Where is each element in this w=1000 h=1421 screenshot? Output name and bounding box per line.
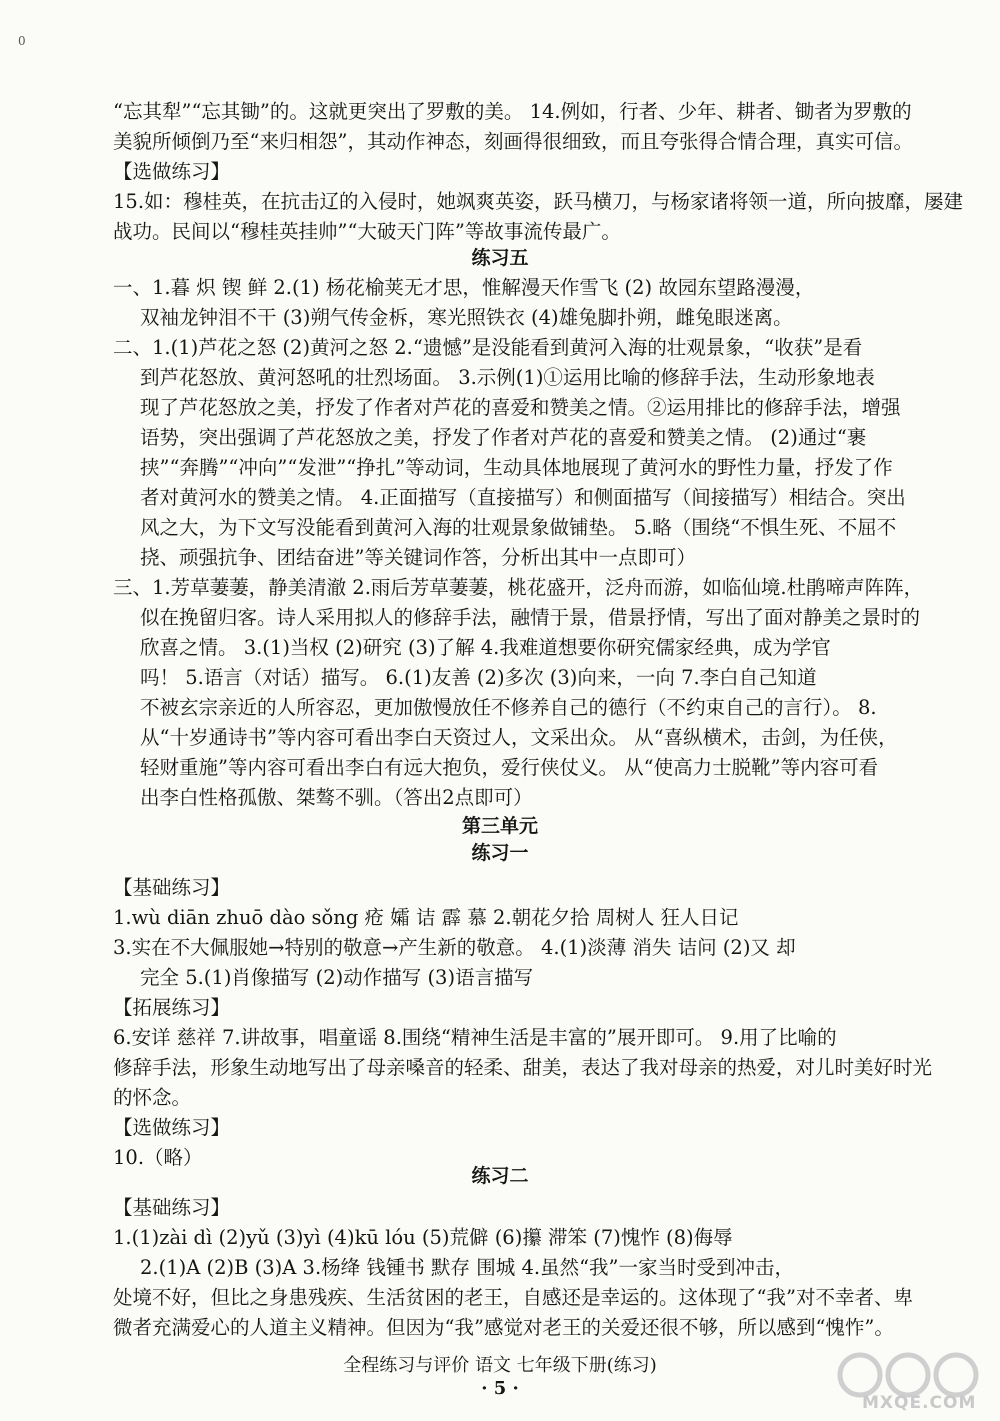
text-line: 【基础练习】 — [113, 876, 231, 899]
text-line: 战功。民间以“穆桂英挂帅”“大破天门阵”等故事流传最广。 — [113, 220, 621, 243]
section-heading: 练习一 — [471, 842, 529, 864]
text-line: 【基础练习】 — [113, 1196, 231, 1219]
text-line: 轻财重施”等内容可看出李白有远大抱负，爱行侠仗义。 从“使高力士脱靴”等内容可看 — [140, 756, 879, 779]
text-line: 1.(1)zài dì (2)yǔ (3)yì (4)kū lóu (5)荒僻 (6)攥 滞笨 (7)愧怍 (8)侮辱 — [113, 1226, 733, 1249]
text-line: 6.安详 慈祥 7.讲故事，唱童谣 8.围绕“精神生活是丰富的”展开即可。 9.用了比喻的 — [113, 1026, 837, 1049]
text-line: 语势，突出强调了芦花怒放之美，抒发了作者对芦花的喜爱和赞美之情。 (2)通过“裹 — [140, 426, 867, 449]
text-line: 欣喜之情。 3.(1)当权 (2)研究 (3)了解 4.我难道想要你研究儒家经典，成为学官 — [140, 636, 831, 659]
footer-book-title: 全程练习与评价 语文 七年级下册(练习) — [343, 1355, 657, 1376]
text-line: 现了芦花怒放之美，抒发了作者对芦花的喜爱和赞美之情。②运用排比的修辞手法，增强 — [140, 396, 901, 419]
text-line: 二、1.(1)芦花之怒 (2)黄河之怒 2.“遗憾”是没能看到黄河入海的壮观景象，“收获”是看 — [113, 336, 863, 359]
text-line: 美貌所倾倒乃至“来归相怨”，其动作神态，刻画得很细致，而且夸张得合情合理，真实可信。 — [113, 130, 913, 153]
text-line: 从“十岁通诗书”等内容可看出李白天资过人，文采出众。 从“喜纵横术，击剑，为任侠， — [140, 726, 898, 749]
footer-page-number: · 5 · — [481, 1378, 519, 1399]
text-line: 【选做练习】 — [113, 1116, 231, 1139]
text-line: 三、1.芳草萋萋，静美清澈 2.雨后芳草萋萋，桃花盛开，泛舟而游，如临仙境.杜鹃啼声阵阵， — [113, 576, 924, 599]
text-line: 一、1.暮 炽 锲 鲜 2.(1) 杨花榆荚无才思，惟解漫天作雪飞 (2) 故园东望路漫漫， — [113, 276, 815, 299]
text-line: 挟”“奔腾”“冲向”“发泄”“挣扎”等动词，生动具体地展现了黄河水的野性力量，抒发了作 — [140, 456, 893, 479]
text-line: 不被玄宗亲近的人所容忍，更加傲慢放任不修养自己的德行（不约束自己的言行）。 8. — [140, 696, 877, 719]
text-line: 风之大，为下文写没能看到黄河入海的壮观景象做铺垫。 5.略（围绕“不惧生死、不屈不 — [140, 516, 897, 539]
watermark-url: MXQE.COM — [862, 1393, 977, 1413]
text-line: 到芦花怒放、黄河怒吼的壮烈场面。 3.示例(1)①运用比喻的修辞手法，生动形象地表 — [140, 366, 875, 389]
text-line: 出李白性格孤傲、桀骜不驯。（答出2点即可） — [140, 786, 533, 809]
corner-mark: 0 — [18, 34, 26, 48]
text-line: 完全 5.(1)肖像描写 (2)动作描写 (3)语言描写 — [140, 966, 534, 989]
text-line: 吗！ 5.语言（对话）描写。 6.(1)友善 (2)多次 (3)向来，一向 7.李白自己知道 — [140, 666, 817, 689]
text-line: 15.如：穆桂英，在抗击辽的入侵时，她飒爽英姿，跃马横刀，与杨家诸将领一道，所向披靡，屡建 — [113, 190, 964, 213]
text-line: 【选做练习】 — [113, 160, 231, 183]
text-line: 挠、顽强抗争、团结奋进”等关键词作答，分析出其中一点即可） — [140, 546, 696, 569]
section-heading: 第三单元 — [461, 815, 538, 837]
text-line: 10.（略） — [113, 1146, 203, 1169]
text-line: 修辞手法，形象生动地写出了母亲嗓音的轻柔、甜美，表达了我对母亲的热爱，对儿时美好时光 — [113, 1056, 933, 1079]
text-line: 2.(1)A (2)B (3)A 3.杨绛 钱锺书 默存 围城 4.虽然“我”一家当时受到冲击， — [140, 1256, 795, 1279]
text-line: “忘其犁”“忘其锄”的。这就更突出了罗敷的美。 14.例如，行者、少年、耕者、锄者为罗敷的 — [113, 100, 912, 123]
text-line: 1.wù diān zhuō dào sǒng 疮 孀 诘 霹 慕 2.朝花夕拾 周树人 狂人日记 — [113, 906, 739, 929]
text-line: 者对黄河水的赞美之情。 4.正面描写（直接描写）和侧面描写（间接描写）相结合。突出 — [140, 486, 906, 509]
text-line: 双袖龙钟泪不干 (3)朔气传金柝，寒光照铁衣 (4)雄兔脚扑朔，雌兔眼迷离。 — [140, 306, 793, 329]
text-line: 3.实在不大佩服她→特别的敬意→产生新的敬意。 4.(1)淡薄 消失 诘问 (2)又 却 — [113, 936, 796, 959]
text-line: 【拓展练习】 — [113, 996, 231, 1019]
text-line: 的怀念。 — [113, 1086, 192, 1109]
section-heading: 练习二 — [471, 1165, 529, 1187]
section-heading: 练习五 — [471, 247, 529, 269]
text-line: 似在挽留归客。诗人采用拟人的修辞手法，融情于景，借景抒情，写出了面对静美之景时的 — [140, 606, 921, 629]
text-line: 微者充满爱心的人道主义精神。但因为“我”感觉对老王的关爱还很不够，所以感到“愧怍”。 — [113, 1316, 894, 1339]
text-line: 处境不好，但比之身患残疾、生活贫困的老王，自感还是幸运的。这体现了“我”对不幸者、卑 — [113, 1286, 913, 1309]
